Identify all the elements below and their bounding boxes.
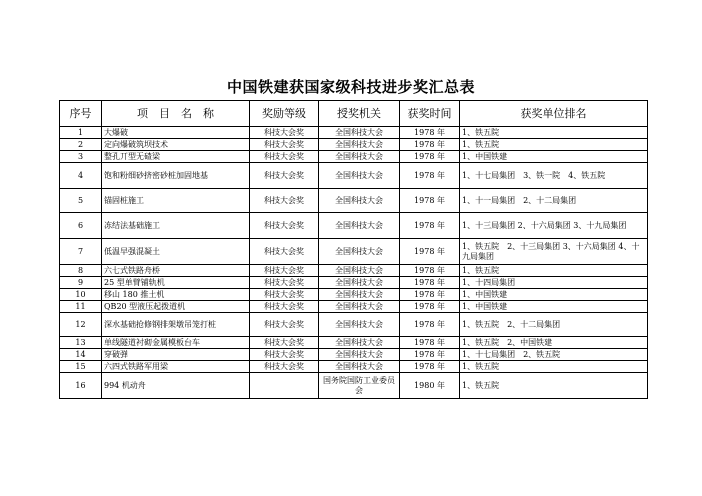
cell-index: 11 xyxy=(60,301,102,313)
table-row xyxy=(60,289,648,301)
cell-index: 3 xyxy=(60,151,102,163)
table-row xyxy=(60,373,648,399)
cell-awarding-body: 全国科技大会 xyxy=(319,127,400,139)
table-row xyxy=(60,265,648,277)
cell-awarding-body: 全国科技大会 xyxy=(319,301,400,313)
cell-unit-ranking: 1、中国铁建 xyxy=(460,151,648,163)
cell-award-level: 科技大会奖 xyxy=(250,127,319,139)
cell-award-year: 1978 年 xyxy=(400,151,460,163)
cell-index: 1 xyxy=(60,127,102,139)
cell-award-year: 1978 年 xyxy=(400,301,460,313)
cell-project-name: 饱和粉细砂挤密砂桩加固地基 xyxy=(102,163,250,189)
cell-unit-ranking: 1、十七局集团 3、铁一院 4、铁五院 xyxy=(460,163,648,189)
cell-awarding-body: 全国科技大会 xyxy=(319,163,400,189)
cell-unit-ranking: 1、十一局集团 2、十二局集团 xyxy=(460,189,648,213)
cell-awarding-body: 全国科技大会 xyxy=(319,239,400,265)
table-row xyxy=(60,151,648,163)
cell-unit-ranking: 1、铁五院 2、十二局集团 xyxy=(460,313,648,337)
cell-award-level: 科技大会奖 xyxy=(250,337,319,349)
cell-awarding-body: 全国科技大会 xyxy=(319,337,400,349)
cell-project-name: 定向爆破筑坝技术 xyxy=(102,139,250,151)
table-row xyxy=(60,163,648,189)
cell-unit-ranking: 1、铁五院 xyxy=(460,361,648,373)
cell-unit-ranking: 1、铁五院 2、中国铁建 xyxy=(460,337,648,349)
cell-index: 13 xyxy=(60,337,102,349)
cell-unit-ranking: 1、十三局集团 2、十六局集团 3、十九局集团 xyxy=(460,213,648,239)
cell-project-name: 25 型单臂铺轨机 xyxy=(102,277,250,289)
cell-index: 12 xyxy=(60,313,102,337)
award-summary-table xyxy=(59,100,648,399)
cell-index: 10 xyxy=(60,289,102,301)
cell-index: 14 xyxy=(60,349,102,361)
cell-award-year: 1980 年 xyxy=(400,373,460,399)
table-row xyxy=(60,127,648,139)
cell-project-name: 994 机动舟 xyxy=(102,373,250,399)
cell-award-year: 1978 年 xyxy=(400,289,460,301)
cell-awarding-body: 全国科技大会 xyxy=(319,265,400,277)
cell-awarding-body: 全国科技大会 xyxy=(319,349,400,361)
cell-award-year: 1978 年 xyxy=(400,361,460,373)
cell-index: 7 xyxy=(60,239,102,265)
cell-index: 4 xyxy=(60,163,102,189)
cell-project-name: 六七式铁路舟桥 xyxy=(102,265,250,277)
cell-awarding-body: 全国科技大会 xyxy=(319,313,400,337)
cell-index: 8 xyxy=(60,265,102,277)
table-row xyxy=(60,213,648,239)
cell-unit-ranking: 1、十四局集团 xyxy=(460,277,648,289)
cell-awarding-body: 全国科技大会 xyxy=(319,139,400,151)
cell-award-year: 1978 年 xyxy=(400,127,460,139)
cell-index: 2 xyxy=(60,139,102,151)
cell-unit-ranking: 1、十七局集团 2、铁五院 xyxy=(460,349,648,361)
cell-award-year: 1978 年 xyxy=(400,313,460,337)
cell-award-year: 1978 年 xyxy=(400,189,460,213)
table-row xyxy=(60,349,648,361)
cell-award-level: 科技大会奖 xyxy=(250,213,319,239)
cell-index: 16 xyxy=(60,373,102,399)
cell-award-level: 科技大会奖 xyxy=(250,361,319,373)
table-row xyxy=(60,313,648,337)
table-header-row xyxy=(60,101,648,127)
cell-award-level: 科技大会奖 xyxy=(250,139,319,151)
header-unit-ranking: 获奖单位排名 xyxy=(460,101,648,127)
cell-index: 9 xyxy=(60,277,102,289)
cell-project-name: 单线隧道衬砌金属模板台车 xyxy=(102,337,250,349)
cell-unit-ranking: 1、铁五院 xyxy=(460,127,648,139)
cell-project-name: 低温早强混凝土 xyxy=(102,239,250,265)
cell-unit-ranking: 1、铁五院 xyxy=(460,139,648,151)
header-award-year: 获奖时间 xyxy=(400,101,460,127)
cell-project-name: 锚固桩施工 xyxy=(102,189,250,213)
header-award-level: 奖励等级 xyxy=(250,101,319,127)
cell-project-name: 整孔丌型无碴梁 xyxy=(102,151,250,163)
table-row xyxy=(60,277,648,289)
cell-unit-ranking: 1、铁五院 xyxy=(460,265,648,277)
cell-project-name: 六四式铁路军用梁 xyxy=(102,361,250,373)
cell-award-level: 科技大会奖 xyxy=(250,301,319,313)
cell-awarding-body: 全国科技大会 xyxy=(319,189,400,213)
header-project-name: 项 目 名 称 xyxy=(102,101,250,127)
cell-project-name: 大爆破 xyxy=(102,127,250,139)
cell-award-level: 科技大会奖 xyxy=(250,313,319,337)
cell-unit-ranking: 1、铁五院 2、十三局集团 3、十六局集团 4、十九局集团 xyxy=(460,239,648,265)
header-index: 序号 xyxy=(60,101,102,127)
cell-award-level: 科技大会奖 xyxy=(250,265,319,277)
cell-award-level: 科技大会奖 xyxy=(250,151,319,163)
cell-awarding-body: 全国科技大会 xyxy=(319,151,400,163)
cell-project-name: 冻结法基础施工 xyxy=(102,213,250,239)
table-row xyxy=(60,361,648,373)
cell-award-level: 科技大会奖 xyxy=(250,289,319,301)
cell-unit-ranking: 1、中国铁建 xyxy=(460,289,648,301)
cell-award-level: 科技大会奖 xyxy=(250,277,319,289)
cell-award-year: 1978 年 xyxy=(400,213,460,239)
cell-index: 6 xyxy=(60,213,102,239)
table-row xyxy=(60,301,648,313)
cell-award-year: 1978 年 xyxy=(400,277,460,289)
cell-award-level xyxy=(250,373,319,399)
cell-unit-ranking: 1、铁五院 xyxy=(460,373,648,399)
cell-awarding-body: 全国科技大会 xyxy=(319,213,400,239)
table-row xyxy=(60,189,648,213)
cell-award-year: 1978 年 xyxy=(400,163,460,189)
cell-project-name: 深水基础抢修钢排架墩吊笼打桩 xyxy=(102,313,250,337)
cell-awarding-body: 国务院国防工业委员会 xyxy=(319,373,400,399)
table-row xyxy=(60,139,648,151)
table-row xyxy=(60,239,648,265)
header-awarding-body: 授奖机关 xyxy=(319,101,400,127)
cell-project-name: 穿破弹 xyxy=(102,349,250,361)
cell-index: 5 xyxy=(60,189,102,213)
cell-award-year: 1978 年 xyxy=(400,337,460,349)
cell-award-year: 1978 年 xyxy=(400,265,460,277)
cell-project-name: QB20 型液压起拨道机 xyxy=(102,301,250,313)
cell-award-year: 1978 年 xyxy=(400,239,460,265)
cell-award-level: 科技大会奖 xyxy=(250,189,319,213)
cell-project-name: 移山 180 推土机 xyxy=(102,289,250,301)
cell-awarding-body: 全国科技大会 xyxy=(319,361,400,373)
cell-index: 15 xyxy=(60,361,102,373)
table-row xyxy=(60,337,648,349)
cell-awarding-body: 全国科技大会 xyxy=(319,289,400,301)
cell-award-level: 科技大会奖 xyxy=(250,239,319,265)
cell-award-level: 科技大会奖 xyxy=(250,163,319,189)
page-title: 中国铁建获国家级科技进步奖汇总表 xyxy=(226,78,475,96)
cell-award-year: 1978 年 xyxy=(400,139,460,151)
cell-award-year: 1978 年 xyxy=(400,349,460,361)
cell-award-level: 科技大会奖 xyxy=(250,349,319,361)
cell-unit-ranking: 1、中国铁建 xyxy=(460,301,648,313)
cell-awarding-body: 全国科技大会 xyxy=(319,277,400,289)
